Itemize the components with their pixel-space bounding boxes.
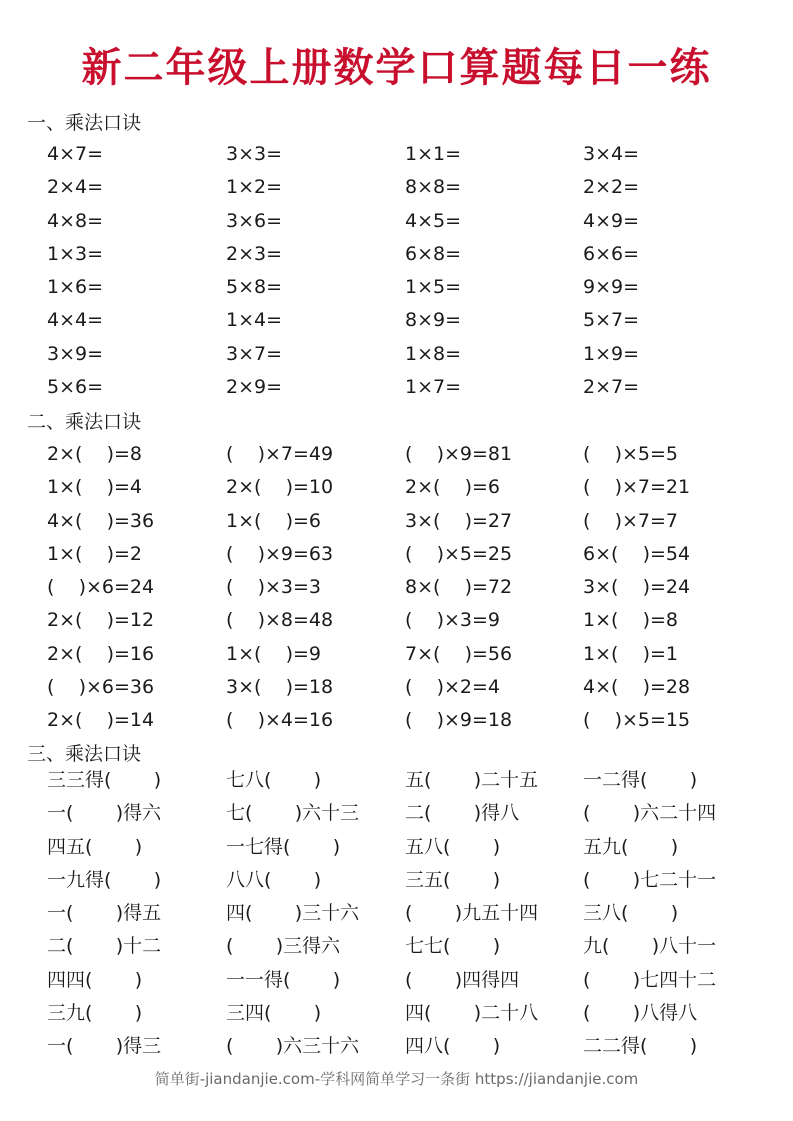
exercise-item: 一( )得三	[47, 1035, 162, 1058]
section-1-grid	[47, 138, 767, 404]
exercise-item: 三三得( )	[47, 769, 162, 791]
section-2-heading: 二、乘法口诀	[27, 411, 142, 433]
exercise-item: 2×2=	[583, 176, 640, 199]
exercise-item: 1×( )=2	[47, 542, 142, 565]
exercise-item: 八八( )	[226, 868, 322, 891]
exercise-item: 五( )二十五	[405, 769, 539, 791]
exercise-item: 1×5=	[405, 276, 462, 299]
exercise-item: 9×9=	[583, 276, 640, 299]
section-2-grid	[47, 438, 767, 738]
exercise-item: 4×4=	[47, 309, 104, 332]
exercise-item: 一( )得五	[47, 902, 162, 925]
exercise-item: 1×( )=1	[583, 642, 678, 665]
exercise-item: 2×( )=8	[47, 443, 142, 465]
exercise-item: 一一得( )	[226, 968, 341, 991]
exercise-item: 一九得( )	[47, 868, 162, 891]
exercise-item: 4×5=	[405, 209, 462, 232]
exercise-item: 1×4=	[226, 309, 283, 332]
exercise-item: 4×( )=36	[47, 509, 155, 532]
exercise-item: 四五( )	[47, 835, 143, 858]
exercise-item: ( )×7=49	[226, 443, 334, 465]
exercise-item: ( )八得八	[583, 1002, 698, 1025]
exercise-item: 3×3=	[226, 143, 283, 165]
exercise-item: ( )×7=21	[583, 476, 691, 499]
exercise-item: 3×4=	[583, 143, 640, 165]
exercise-item: ( )六三十六	[226, 1035, 360, 1058]
exercise-item: 2×4=	[47, 176, 104, 199]
exercise-item: ( )六二十四	[583, 802, 717, 825]
exercise-item: 5×8=	[226, 276, 283, 299]
exercise-item: 3×( )=24	[583, 576, 691, 599]
exercise-item: 三八( )	[583, 902, 679, 925]
exercise-item: 七七( )	[405, 935, 501, 958]
exercise-item: 8×9=	[405, 309, 462, 332]
exercise-item: 2×7=	[583, 376, 640, 399]
exercise-item: 2×9=	[226, 376, 283, 399]
exercise-item: ( )×4=16	[226, 709, 334, 732]
exercise-item: ( )×6=24	[47, 576, 155, 599]
section-3-heading: 三、乘法口诀	[27, 743, 142, 765]
exercise-item: 一( )得六	[47, 802, 162, 825]
exercise-item: 1×( )=9	[226, 642, 321, 665]
exercise-item: 五九( )	[583, 835, 679, 858]
exercise-item: 3×6=	[226, 209, 283, 232]
page-title: 新二年级上册数学口算题每日一练	[81, 44, 712, 91]
exercise-item: 2×( )=12	[47, 609, 155, 632]
exercise-item: ( )三得六	[226, 935, 341, 958]
exercise-item: 一二得( )	[583, 769, 698, 791]
exercise-item: 6×8=	[405, 242, 462, 265]
exercise-item: 1×7=	[405, 376, 462, 399]
exercise-item: 6×( )=54	[583, 542, 691, 565]
exercise-item: 1×( )=6	[226, 509, 321, 532]
exercise-item: ( )×9=63	[226, 542, 334, 565]
exercise-item: ( )×9=18	[405, 709, 513, 732]
exercise-item: 4×( )=28	[583, 676, 691, 699]
exercise-item: 四四( )	[47, 968, 143, 991]
exercise-item: 五八( )	[405, 835, 501, 858]
exercise-item: 三五( )	[405, 868, 501, 891]
exercise-item: ( )×5=5	[583, 443, 678, 465]
section-1-heading: 一、乘法口诀	[27, 112, 142, 134]
exercise-item: 1×8=	[405, 342, 462, 365]
exercise-item: 3×9=	[47, 342, 104, 365]
exercise-item: ( )×8=48	[226, 609, 334, 632]
exercise-item: ( )九五十四	[405, 902, 539, 925]
exercise-item: 3×7=	[226, 342, 283, 365]
exercise-item: 1×3=	[47, 242, 104, 265]
exercise-item: ( )×3=9	[405, 609, 500, 632]
exercise-item: 1×6=	[47, 276, 104, 299]
exercise-item: 2×( )=14	[47, 709, 155, 732]
footer-watermark: 简单街-jiandanjie.com-学科网简单学习一条街 https://jiandanjie.com	[154, 1070, 639, 1088]
exercise-item: ( )×3=3	[226, 576, 321, 599]
exercise-item: ( )×5=15	[583, 709, 691, 732]
exercise-item: 1×( )=8	[583, 609, 678, 632]
exercise-item: 1×( )=4	[47, 476, 142, 499]
exercise-item: 四( )二十八	[405, 1002, 539, 1025]
exercise-item: ( )七二十一	[583, 868, 717, 891]
exercise-item: ( )七四十二	[583, 968, 717, 991]
exercise-item: 1×1=	[405, 143, 462, 165]
exercise-item: 二( )十二	[47, 935, 162, 958]
exercise-item: 一七得( )	[226, 835, 341, 858]
exercise-item: 四八( )	[405, 1035, 501, 1058]
exercise-item: 4×7=	[47, 143, 104, 165]
exercise-item: 七( )六十三	[226, 802, 360, 825]
exercise-item: ( )×2=4	[405, 676, 500, 699]
exercise-item: 2×( )=16	[47, 642, 155, 665]
exercise-item: 5×6=	[47, 376, 104, 399]
exercise-item: 4×8=	[47, 209, 104, 232]
exercise-item: 2×( )=6	[405, 476, 500, 499]
exercise-item: 2×( )=10	[226, 476, 334, 499]
exercise-item: 1×9=	[583, 342, 640, 365]
exercise-item: 7×( )=56	[405, 642, 513, 665]
exercise-item: 九( )八十一	[583, 935, 717, 958]
exercise-item: 8×( )=72	[405, 576, 513, 599]
exercise-item: ( )×7=7	[583, 509, 678, 532]
exercise-item: 1×2=	[226, 176, 283, 199]
exercise-item: 七八( )	[226, 769, 322, 791]
exercise-item: ( )×9=81	[405, 443, 513, 465]
exercise-item: 三四( )	[226, 1002, 322, 1025]
exercise-item: 5×7=	[583, 309, 640, 332]
exercise-item: 二二得( )	[583, 1035, 698, 1058]
section-3-grid	[47, 764, 767, 1064]
exercise-item: 2×3=	[226, 242, 283, 265]
exercise-item: 8×8=	[405, 176, 462, 199]
exercise-item: ( )×5=25	[405, 542, 513, 565]
exercise-item: 3×( )=18	[226, 676, 334, 699]
exercise-item: 3×( )=27	[405, 509, 513, 532]
exercise-item: 四( )三十六	[226, 902, 360, 925]
exercise-item: 二( )得八	[405, 802, 520, 825]
exercise-item: 三九( )	[47, 1002, 143, 1025]
exercise-item: ( )×6=36	[47, 676, 155, 699]
exercise-item: ( )四得四	[405, 968, 520, 991]
exercise-item: 4×9=	[583, 209, 640, 232]
exercise-item: 6×6=	[583, 242, 640, 265]
